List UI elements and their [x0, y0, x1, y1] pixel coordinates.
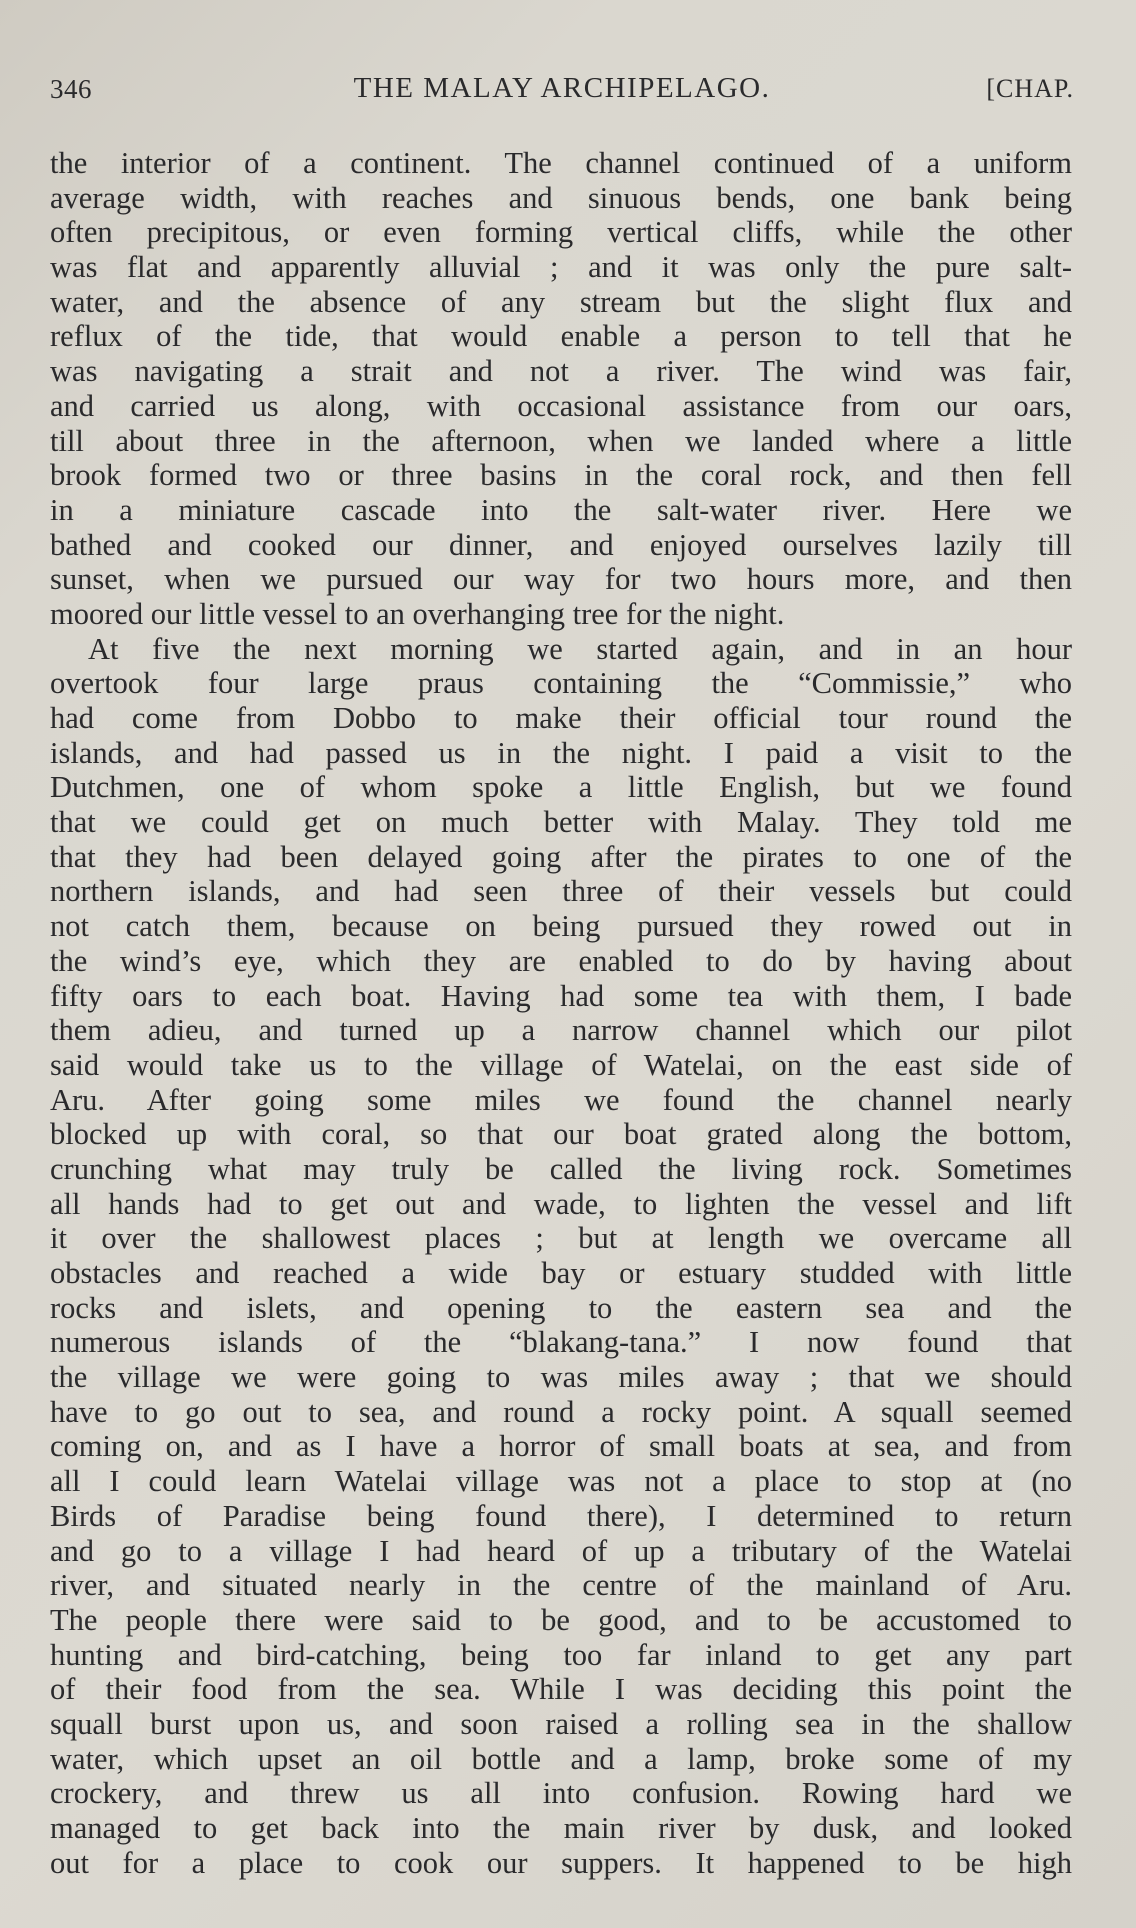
text-line: average width, with reaches and sinuous bends, one bank being — [50, 180, 1072, 215]
text-line: northern islands, and had seen three of their vessels but could — [50, 874, 1072, 909]
text-line: Aru. After going some miles we found the channel nearly — [50, 1082, 1072, 1117]
text-line: islands, and had passed us in the night. I paid a visit to the — [50, 735, 1072, 770]
paragraph — [50, 632, 1072, 1881]
text-line: not catch them, because on being pursued they rowed out in — [50, 909, 1072, 944]
text-line: till about three in the afternoon, when we landed where a little — [50, 423, 1072, 458]
text-line: managed to get back into the main river by dusk, and looked — [50, 1811, 1072, 1845]
text-line: blocked up with coral, so that our boat grated along the bottom, — [50, 1117, 1072, 1152]
running-head — [50, 72, 1074, 112]
text-line: water, and the absence of any stream but the slight flux and — [50, 284, 1072, 319]
text-line: that they had been delayed going after the pirates to one of the — [50, 839, 1072, 874]
text-line: At five the next morning we started again, and in an hour — [88, 631, 1072, 666]
text-line: crockery, and threw us all into confusion. Rowing hard we — [50, 1776, 1072, 1811]
text-line: coming on, and as I have a horror of small boats at sea, and from — [50, 1429, 1072, 1464]
text-line: out for a place to cook our suppers. It happened to be high — [50, 1845, 1072, 1880]
text-line: all I could learn Watelai village was not a place to stop at (no — [50, 1464, 1072, 1499]
book-title: THE MALAY ARCHIPELAGO. — [353, 72, 771, 104]
text-line: often precipitous, or even forming vertical cliffs, while the other — [50, 215, 1072, 250]
text-line: brook formed two or three basins in the coral rock, and then fell — [50, 458, 1072, 493]
chapter-mark: [CHAP. — [986, 74, 1074, 103]
text-line: was navigating a strait and not a river. The wind was fair, — [50, 354, 1072, 389]
text-line: numerous islands of the “blakang-tana.” I now found that — [50, 1325, 1072, 1360]
body-text — [50, 146, 1072, 1880]
text-line: rocks and islets, and opening to the eastern sea and the — [50, 1290, 1072, 1325]
text-line: them adieu, and turned up a narrow channel which our pilot — [50, 1013, 1072, 1048]
page-number: 346 — [50, 74, 92, 104]
text-line: in a miniature cascade into the salt-water river. Here we — [50, 492, 1072, 527]
text-line: bathed and cooked our dinner, and enjoyed ourselves lazily till — [50, 527, 1072, 562]
text-line: it over the shallowest places ; but at length we overcame all — [50, 1221, 1072, 1256]
text-line: sunset, when we pursued our way for two hours more, and then — [50, 562, 1072, 597]
text-line: was flat and apparently alluvial ; and it was only the pure salt- — [50, 250, 1072, 285]
text-line: the wind’s eye, which they are enabled to do by having about — [50, 943, 1072, 978]
text-line: and carried us along, with occasional assistance from our oars, — [50, 388, 1072, 423]
text-line: all hands had to get out and wade, to lighten the vessel and lift — [50, 1186, 1072, 1221]
text-line: had come from Dobbo to make their official tour round the — [50, 701, 1072, 735]
text-line: The people there were said to be good, and to be accustomed to — [50, 1602, 1072, 1637]
text-line: squall burst upon us, and soon raised a rolling sea in the shallow — [50, 1706, 1072, 1741]
text-line: of their food from the sea. While I was deciding this point the — [50, 1672, 1072, 1707]
text-line: and go to a village I had heard of up a tributary of the Watelai — [50, 1533, 1072, 1568]
text-line: have to go out to sea, and round a rocky point. A squall seemed — [50, 1394, 1072, 1429]
text-line: Birds of Paradise being found there), I determined to return — [50, 1498, 1072, 1533]
text-line: the village we were going to was miles away ; that we should — [50, 1360, 1072, 1395]
text-line: overtook four large praus containing the “Commissie,” who — [50, 666, 1072, 701]
text-line: Dutchmen, one of whom spoke a little English, but we found — [50, 770, 1072, 805]
text-line: reflux of the tide, that would enable a person to tell that he — [50, 319, 1072, 354]
text-line: crunching what may truly be called the living rock. Sometimes — [50, 1151, 1072, 1186]
text-line: the interior of a continent. The channel continued of a uniform — [50, 146, 1072, 180]
text-line: hunting and bird-catching, being too far inland to get any part — [50, 1637, 1072, 1672]
text-line: water, which upset an oil bottle and a lamp, broke some of my — [50, 1741, 1072, 1776]
text-line: fifty oars to each boat. Having had some tea with them, I bade — [50, 978, 1072, 1013]
text-line: river, and situated nearly in the centre of the mainland of Aru. — [50, 1568, 1072, 1603]
text-line: that we could get on much better with Malay. They told me — [50, 805, 1072, 840]
text-line: moored our little vessel to an overhanging tree for the night. — [50, 596, 785, 631]
text-line: obstacles and reached a wide bay or estuary studded with little — [50, 1256, 1072, 1290]
paragraph — [50, 146, 1072, 632]
text-line: said would take us to the village of Watelai, on the east side of — [50, 1047, 1072, 1082]
